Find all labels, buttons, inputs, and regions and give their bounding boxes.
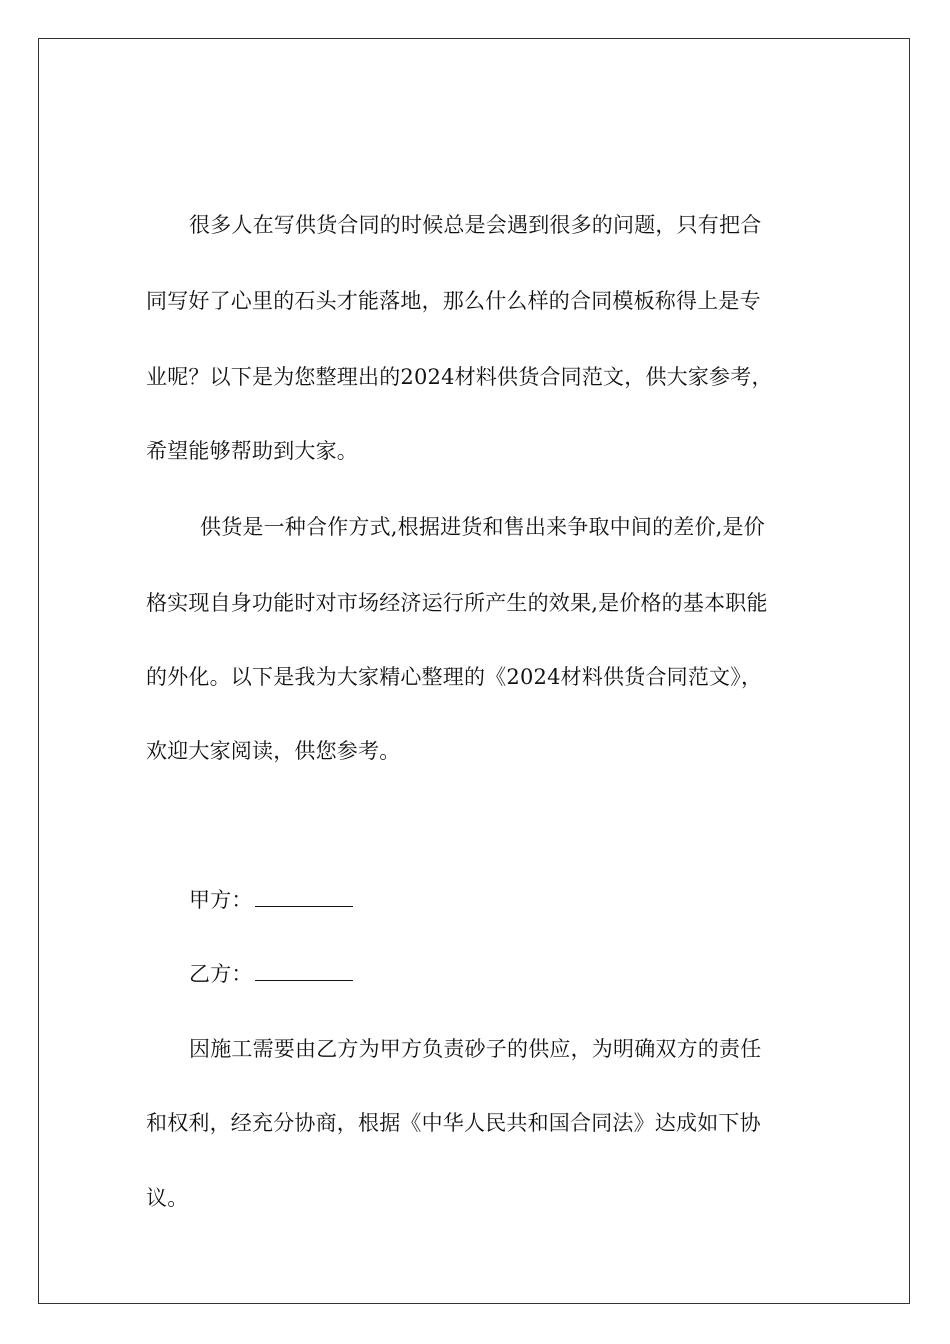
paragraph-2-line-4: 欢迎大家阅读，供您参考。	[146, 739, 401, 763]
party-b-blank-field	[255, 960, 353, 981]
paragraph-1-line-1: 很多人在写供货合同的时候总是会遇到很多的问题，只有把合	[189, 213, 762, 237]
party-b-label: 乙方：	[189, 962, 253, 986]
paragraph-2-line-2: 格实现自身功能时对市场经济运行所产生的效果,是价格的基本职能	[146, 591, 768, 615]
party-a-label: 甲方：	[189, 888, 253, 912]
paragraph-3-line-1: 因施工需要由乙方为甲方负责砂子的供应，为明确双方的责任	[189, 1037, 762, 1061]
party-b-row	[189, 960, 353, 988]
paragraph-1-line-4: 希望能够帮助到大家。	[146, 439, 358, 463]
paragraph-1-line-2: 同写好了心里的石头才能落地，那么什么样的合同模板称得上是专	[146, 289, 761, 313]
party-a-row	[189, 886, 353, 914]
party-a-blank-field	[255, 886, 353, 907]
paragraph-2-line-1: 供货是一种合作方式,根据进货和售出来争取中间的差价,是价	[200, 515, 765, 539]
paragraph-2-line-3: 的外化。以下是我为大家精心整理的《2024材料供货合同范文》，	[146, 665, 763, 689]
paragraph-3-line-2: 和权利，经充分协商，根据《中华人民共和国合同法》达成如下协	[146, 1111, 761, 1135]
paragraph-1-line-3: 业呢？以下是为您整理出的2024材料供货合同范文，供大家参考，	[146, 365, 773, 389]
paragraph-3-line-3: 议。	[146, 1186, 189, 1210]
